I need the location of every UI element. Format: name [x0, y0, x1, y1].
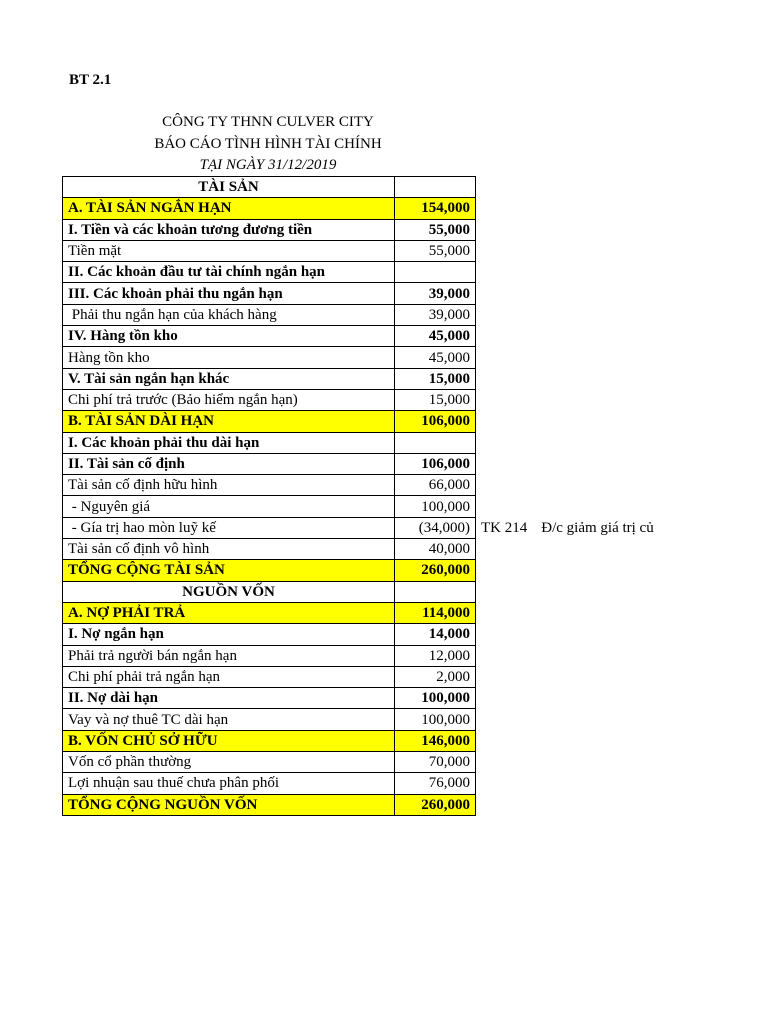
row-label[interactable]: II. Nợ dài hạn [63, 688, 395, 709]
table-row [63, 496, 476, 517]
row-label[interactable]: TỔNG CỘNG TÀI SẢN [63, 560, 395, 581]
table-row [63, 198, 476, 219]
side-note-text: Đ/c giảm giá trị củ [541, 520, 654, 536]
row-label[interactable]: Vay và nợ thuê TC dài hạn [63, 709, 395, 730]
table-row [63, 539, 476, 560]
table-row [63, 688, 476, 709]
row-value[interactable]: 114,000 [395, 602, 476, 623]
row-value[interactable] [395, 432, 476, 453]
row-label[interactable]: TỔNG CỘNG NGUỒN VỐN [63, 794, 395, 815]
row-value[interactable]: 15,000 [395, 368, 476, 389]
table-row [63, 219, 476, 240]
table-row [63, 475, 476, 496]
balance-sheet-table [62, 176, 476, 816]
row-value[interactable]: 14,000 [395, 624, 476, 645]
row-value[interactable]: 146,000 [395, 730, 476, 751]
company-name: CÔNG TY THNN CULVER CITY [162, 114, 374, 130]
table-row [63, 517, 476, 538]
table-row [63, 666, 476, 687]
report-title: BÁO CÁO TÌNH HÌNH TÀI CHÍNH [154, 136, 382, 152]
report-date: TẠI NGÀY 31/12/2019 [199, 157, 337, 173]
table-row [63, 262, 476, 283]
row-label[interactable]: Tiền mặt [63, 240, 395, 261]
row-value[interactable]: 12,000 [395, 645, 476, 666]
row-value[interactable]: 154,000 [395, 198, 476, 219]
row-label[interactable]: NGUỒN VỐN [63, 581, 395, 602]
row-label[interactable]: V. Tài sản ngắn hạn khác [63, 368, 395, 389]
table-row [63, 645, 476, 666]
row-value[interactable] [395, 581, 476, 602]
table-row [63, 730, 476, 751]
row-value[interactable]: 106,000 [395, 411, 476, 432]
row-value[interactable]: 70,000 [395, 752, 476, 773]
table-row [63, 453, 476, 474]
row-value[interactable]: 100,000 [395, 496, 476, 517]
table-row [63, 432, 476, 453]
row-label[interactable]: B. TÀI SẢN DÀI HẠN [63, 411, 395, 432]
row-label[interactable]: I. Tiền và các khoản tương đương tiền [63, 219, 395, 240]
row-value[interactable]: 40,000 [395, 539, 476, 560]
row-label[interactable]: Vốn cổ phần thường [63, 752, 395, 773]
row-label[interactable]: IV. Hàng tồn kho [63, 326, 395, 347]
row-label[interactable]: II. Tài sản cố định [63, 453, 395, 474]
table-row [63, 368, 476, 389]
table-row [63, 773, 476, 794]
table-row [63, 177, 476, 198]
side-note-account: TK 214 [481, 520, 528, 536]
row-value[interactable]: 106,000 [395, 453, 476, 474]
row-label[interactable]: I. Nợ ngắn hạn [63, 624, 395, 645]
row-label[interactable]: A. NỢ PHẢI TRẢ [63, 602, 395, 623]
row-value[interactable]: 45,000 [395, 326, 476, 347]
row-label[interactable]: Tài sản cố định hữu hình [63, 475, 395, 496]
row-value[interactable]: 45,000 [395, 347, 476, 368]
row-label[interactable]: B. VỐN CHỦ SỞ HỮU [63, 730, 395, 751]
row-label[interactable]: A. TÀI SẢN NGẮN HẠN [63, 198, 395, 219]
table-row [63, 347, 476, 368]
row-value[interactable]: 39,000 [395, 283, 476, 304]
table-row [63, 560, 476, 581]
row-value[interactable]: 260,000 [395, 794, 476, 815]
table-row [63, 326, 476, 347]
row-value[interactable]: (34,000) [395, 517, 476, 538]
row-value[interactable] [395, 262, 476, 283]
row-label[interactable]: Chi phí phải trả ngắn hạn [63, 666, 395, 687]
table-row [63, 283, 476, 304]
table-row [63, 240, 476, 261]
balance-sheet-body [63, 177, 476, 816]
table-row [63, 389, 476, 410]
row-label[interactable]: III. Các khoản phải thu ngắn hạn [63, 283, 395, 304]
table-row [63, 581, 476, 602]
row-label[interactable]: - Nguyên giá [63, 496, 395, 517]
table-row [63, 752, 476, 773]
row-value[interactable] [395, 177, 476, 198]
row-value[interactable]: 2,000 [395, 666, 476, 687]
row-value[interactable]: 260,000 [395, 560, 476, 581]
row-label[interactable]: TÀI SẢN [63, 177, 395, 198]
row-value[interactable]: 66,000 [395, 475, 476, 496]
row-value[interactable]: 55,000 [395, 240, 476, 261]
table-row [63, 624, 476, 645]
row-value[interactable]: 55,000 [395, 219, 476, 240]
row-label[interactable]: Chi phí trả trước (Bảo hiểm ngắn hạn) [63, 389, 395, 410]
row-label[interactable]: Phải trả người bán ngắn hạn [63, 645, 395, 666]
row-value[interactable]: 39,000 [395, 304, 476, 325]
exercise-title: BT 2.1 [69, 72, 112, 88]
row-label[interactable]: - Gía trị hao mòn luỹ kế [63, 517, 395, 538]
row-label[interactable]: Phải thu ngắn hạn của khách hàng [63, 304, 395, 325]
row-value[interactable]: 100,000 [395, 688, 476, 709]
row-label[interactable]: II. Các khoản đầu tư tài chính ngắn hạn [63, 262, 395, 283]
row-value[interactable]: 100,000 [395, 709, 476, 730]
row-label[interactable]: Hàng tồn kho [63, 347, 395, 368]
row-label[interactable]: Lợi nhuận sau thuế chưa phân phối [63, 773, 395, 794]
table-row [63, 411, 476, 432]
table-row [63, 794, 476, 815]
row-label[interactable]: I. Các khoản phải thu dài hạn [63, 432, 395, 453]
table-row [63, 709, 476, 730]
row-label[interactable]: Tài sản cố định vô hình [63, 539, 395, 560]
row-value[interactable]: 15,000 [395, 389, 476, 410]
table-row [63, 602, 476, 623]
table-row [63, 304, 476, 325]
row-value[interactable]: 76,000 [395, 773, 476, 794]
side-note [481, 518, 654, 538]
